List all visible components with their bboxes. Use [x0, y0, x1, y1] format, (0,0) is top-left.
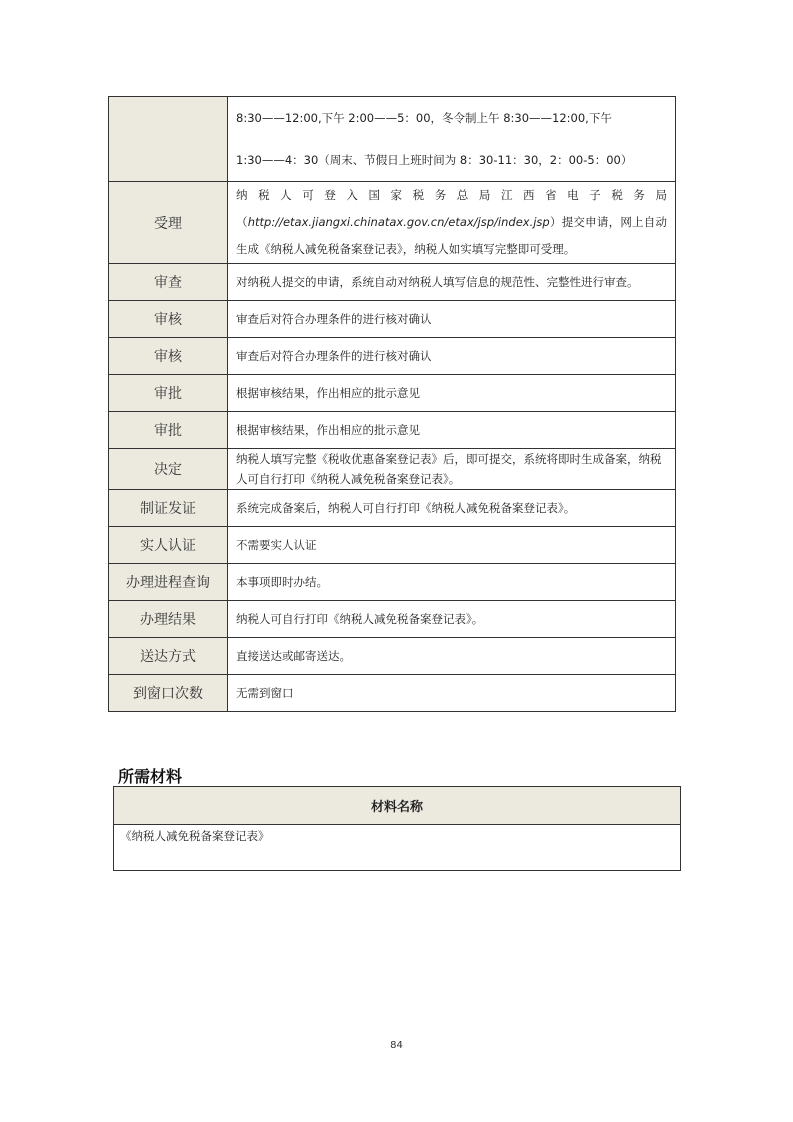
materials-header: 材料名称 — [114, 787, 681, 825]
procedure-table — [108, 96, 676, 712]
row-value: 本事项即时办结。 — [228, 564, 676, 601]
materials-section-title: 所需材料 — [118, 767, 183, 786]
table-row — [109, 338, 676, 375]
table-row — [109, 638, 676, 675]
materials-table — [113, 786, 681, 871]
table-row — [109, 449, 676, 490]
row-value: 对纳税人提交的申请，系统自动对纳税人填写信息的规范性、完整性进行审查。 — [228, 264, 676, 301]
row-label: 审查 — [109, 264, 228, 301]
row-label: 实人认证 — [109, 527, 228, 564]
row-value: 审查后对符合办理条件的进行核对确认 — [228, 338, 676, 375]
row-label: 审核 — [109, 301, 228, 338]
row-label: 制证发证 — [109, 490, 228, 527]
row-value — [228, 182, 676, 264]
table-row — [109, 490, 676, 527]
row-value: 不需要实人认证 — [228, 527, 676, 564]
table-row — [109, 301, 676, 338]
table-row — [109, 675, 676, 712]
table-row-hours — [109, 97, 676, 182]
row-value: 纳税人可自行打印《纳税人减免税备案登记表》。 — [228, 601, 676, 638]
table-row — [109, 601, 676, 638]
row-label: 受理 — [109, 182, 228, 264]
row-value: 审查后对符合办理条件的进行核对确认 — [228, 301, 676, 338]
row-label: 办理进程查询 — [109, 564, 228, 601]
row-label: 办理结果 — [109, 601, 228, 638]
row-label: 审批 — [109, 375, 228, 412]
table-row — [109, 564, 676, 601]
table-row-accept — [109, 182, 676, 264]
etax-link[interactable]: http://etax.jiangxi.chinatax.gov.cn/etax/jsp/index.jsp — [247, 215, 550, 229]
row-label: 审批 — [109, 412, 228, 449]
row-value: 根据审核结果，作出相应的批示意见 — [228, 412, 676, 449]
row-label: 送达方式 — [109, 638, 228, 675]
accept-text-2: ）提交申请，网上自动生成《纳税人减免税备案登记表》，纳税人如实填写完整即可受理。 — [236, 215, 668, 256]
row-value: 纳税人填写完整《税收优惠备案登记表》后，即可提交，系统将即时生成备案，纳税人可自行打印《纳税人减免税备案登记表》。 — [228, 449, 676, 490]
row-value: 根据审核结果，作出相应的批示意见 — [228, 375, 676, 412]
table-row — [109, 264, 676, 301]
material-item: 《纳税人减免税备案登记表》 — [114, 825, 681, 871]
page-number: 84 — [390, 1040, 403, 1051]
materials-row — [114, 825, 681, 871]
row-value: 无需到窗口 — [228, 675, 676, 712]
row-label: 到窗口次数 — [109, 675, 228, 712]
table-row — [109, 527, 676, 564]
row-label: 决定 — [109, 449, 228, 490]
hours-line-1: 8:30——12:00,下午 2:00——5：00，冬令制上午 8:30——12:00,下午 — [236, 111, 612, 125]
row-label: 审核 — [109, 338, 228, 375]
materials-header-row — [114, 787, 681, 825]
table-row — [109, 375, 676, 412]
hours-line-2: 1:30——4：30（周末、节假日上班时间为 8：30-11：30，2：00-5：00） — [236, 153, 633, 167]
accept-text-1: 纳税人可登入国家税务总局江西省电子税务局（ — [236, 188, 667, 229]
row-value-hours — [228, 97, 676, 182]
table-row — [109, 412, 676, 449]
row-value: 系统完成备案后，纳税人可自行打印《纳税人减免税备案登记表》。 — [228, 490, 676, 527]
row-label — [109, 97, 228, 182]
row-value: 直接送达或邮寄送达。 — [228, 638, 676, 675]
